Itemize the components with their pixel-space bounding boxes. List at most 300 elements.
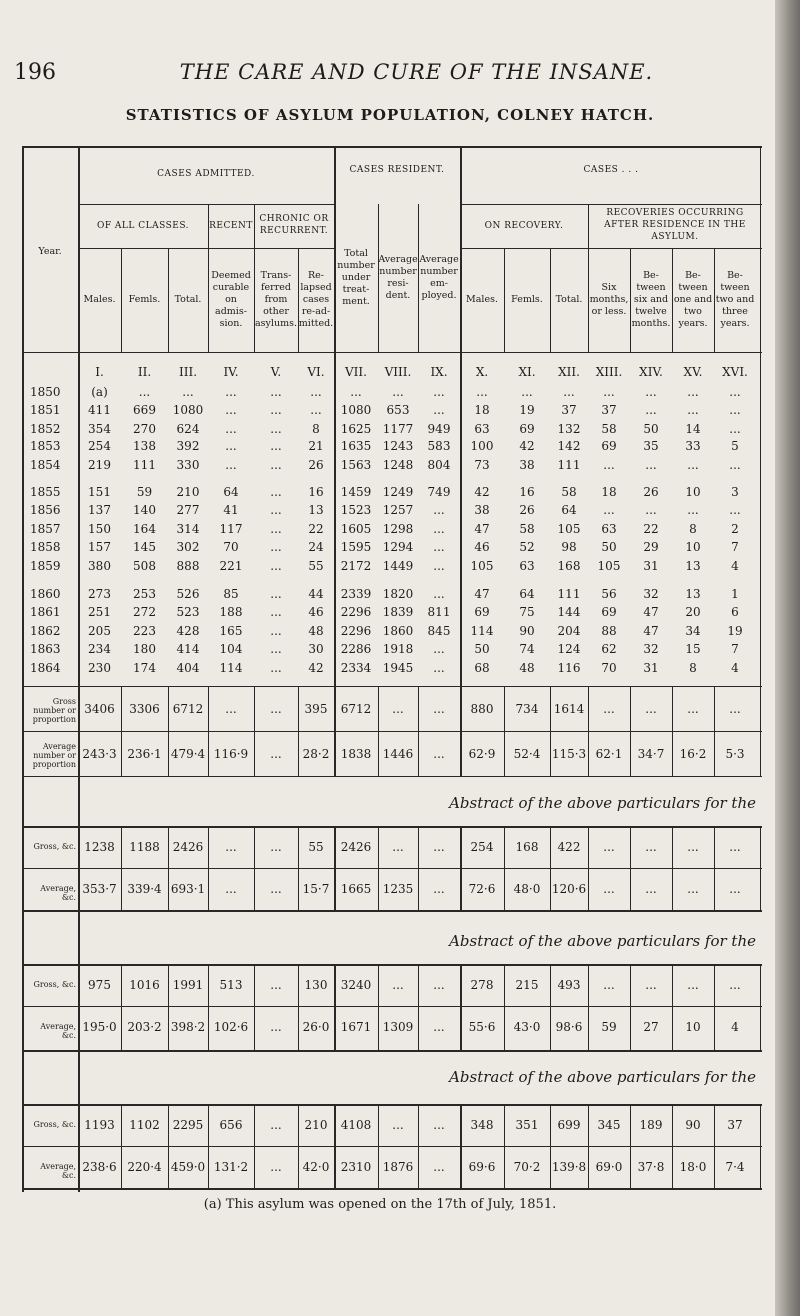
table-cell: ... bbox=[270, 485, 282, 499]
table-cell: 6 bbox=[731, 605, 739, 619]
rule-vertical bbox=[378, 1104, 379, 1188]
table-cell: 31 bbox=[643, 661, 659, 675]
rule-horizontal bbox=[78, 248, 334, 249]
column-header-16: Be-tween two and three years. bbox=[715, 270, 755, 329]
table-cell: ... bbox=[270, 746, 282, 761]
table-cell: ... bbox=[392, 1118, 404, 1132]
rule-vertical bbox=[334, 964, 336, 1050]
table-cell: ... bbox=[645, 503, 657, 517]
table-cell: ... bbox=[392, 701, 404, 716]
table-cell: 1838 bbox=[340, 746, 372, 761]
table-cell: ... bbox=[433, 559, 445, 573]
column-header-9: Average number em-ployed. bbox=[419, 254, 459, 301]
rule-vertical bbox=[378, 964, 379, 1050]
table-cell: ... bbox=[729, 403, 741, 417]
table-cell: 33 bbox=[685, 439, 701, 453]
table-cell: 64 bbox=[561, 503, 577, 517]
table-cell: 38 bbox=[474, 503, 490, 517]
table-cell: ... bbox=[433, 1118, 445, 1132]
table-cell: ... bbox=[521, 385, 533, 399]
table-cell: 48 bbox=[308, 624, 324, 638]
rule-vertical bbox=[208, 1104, 209, 1188]
table-cell: 150 bbox=[88, 522, 111, 536]
table-cell: 114 bbox=[470, 624, 494, 638]
cases-resident-header: CASES RESIDENT. bbox=[349, 165, 445, 175]
table-cell: 85 bbox=[223, 587, 239, 601]
table-cell: ... bbox=[645, 385, 657, 399]
table-cell: 1 bbox=[731, 587, 739, 601]
table-cell: 70·2 bbox=[513, 1160, 541, 1174]
table-cell: 273 bbox=[88, 587, 111, 601]
rule-horizontal bbox=[22, 1146, 762, 1147]
table-cell: 58 bbox=[601, 422, 617, 436]
column-numeral-3: III. bbox=[178, 365, 198, 379]
table-cell: ... bbox=[225, 882, 237, 896]
table-cell: 1459 bbox=[340, 485, 372, 499]
rule-vertical bbox=[254, 686, 255, 776]
rule-vertical bbox=[378, 826, 379, 910]
rule-vertical bbox=[714, 686, 715, 776]
table-cell: ... bbox=[603, 458, 615, 472]
column-numeral-4: IV. bbox=[223, 365, 239, 379]
table-cell: 22 bbox=[643, 522, 659, 536]
table-cell: ... bbox=[433, 642, 445, 656]
column-header-2: Femls. bbox=[128, 294, 161, 305]
rule-vertical bbox=[504, 826, 505, 910]
abstract-heading: Abstract of the above particulars for the bbox=[449, 794, 756, 812]
rule-vertical bbox=[168, 1104, 169, 1188]
table-cell: 70 bbox=[223, 540, 239, 554]
table-cell: 278 bbox=[470, 978, 494, 992]
table-cell: (a) bbox=[91, 385, 108, 399]
table-cell: 1016 bbox=[129, 978, 160, 992]
table-cell: ... bbox=[433, 978, 445, 992]
table-cell: 210 bbox=[176, 485, 200, 499]
column-header-15: Be-tween one and two years. bbox=[673, 270, 713, 329]
table-cell: 46 bbox=[308, 605, 324, 619]
table-cell: 653 bbox=[386, 403, 410, 417]
table-cell: 8 bbox=[689, 522, 697, 536]
table-cell: 69 bbox=[601, 605, 617, 619]
table-cell: 26 bbox=[308, 458, 324, 472]
row-label: Average number or proportion bbox=[32, 741, 76, 769]
rule-vertical bbox=[334, 826, 336, 910]
column-numeral-6: VI. bbox=[307, 365, 325, 379]
table-cell: ... bbox=[729, 701, 741, 716]
table-cell: 90 bbox=[685, 1118, 701, 1132]
table-cell: 669 bbox=[133, 403, 156, 417]
table-cell: 18·0 bbox=[679, 1160, 707, 1174]
table-cell: 63 bbox=[519, 559, 535, 573]
rule-horizontal bbox=[22, 731, 762, 732]
table-cell: ... bbox=[225, 403, 237, 417]
table-cell: 114 bbox=[219, 661, 243, 675]
table-cell: 195·0 bbox=[82, 1020, 117, 1034]
table-cell: 55 bbox=[308, 559, 324, 573]
table-cell: ... bbox=[350, 385, 362, 399]
table-cell: 34 bbox=[685, 624, 701, 638]
table-cell: 2296 bbox=[340, 624, 372, 638]
table-cell: 47 bbox=[643, 605, 659, 619]
column-numeral-7: VII. bbox=[345, 365, 367, 379]
table-cell: 62 bbox=[601, 642, 617, 656]
table-cell: 37 bbox=[601, 403, 617, 417]
table-cell: 1193 bbox=[84, 1118, 115, 1132]
year-label: 1858 bbox=[30, 540, 61, 554]
running-head bbox=[14, 60, 759, 90]
table-cell: 4 bbox=[731, 559, 739, 573]
table-cell: 14 bbox=[685, 422, 701, 436]
table-cell: ... bbox=[433, 540, 445, 554]
table-cell: 59 bbox=[136, 485, 153, 499]
table-cell: 7·4 bbox=[725, 1160, 745, 1174]
rule-vertical bbox=[672, 964, 673, 1050]
rule-vertical bbox=[630, 1104, 631, 1188]
table-cell: 2339 bbox=[340, 587, 372, 601]
table-cell: 73 bbox=[474, 458, 490, 472]
table-cell: 5 bbox=[731, 439, 739, 453]
table-cell: ... bbox=[310, 403, 322, 417]
rule-vertical bbox=[298, 1104, 299, 1188]
table-cell: 18 bbox=[474, 403, 490, 417]
column-numeral-16: XVI. bbox=[722, 365, 748, 379]
table-cell: 115·3 bbox=[551, 746, 587, 761]
table-cell: 2334 bbox=[340, 661, 372, 675]
table-cell: 21 bbox=[308, 439, 324, 453]
rule-horizontal bbox=[22, 868, 762, 869]
table-cell: 1605 bbox=[340, 522, 372, 536]
table-cell: 3 bbox=[731, 485, 739, 499]
table-cell: 236·1 bbox=[127, 746, 162, 761]
table-cell: ... bbox=[433, 701, 445, 716]
table-cell: 1860 bbox=[382, 624, 414, 638]
table-cell: ... bbox=[270, 978, 282, 992]
table-cell: ... bbox=[270, 642, 282, 656]
table-cell: 2286 bbox=[340, 642, 372, 656]
table-cell: 88 bbox=[601, 624, 617, 638]
rule-vertical bbox=[672, 1104, 673, 1188]
rule-vertical bbox=[672, 826, 673, 910]
column-numeral-8: VIII. bbox=[384, 365, 412, 379]
table-cell: ... bbox=[433, 403, 445, 417]
table-cell: 210 bbox=[304, 1118, 328, 1132]
on-recovery-header: ON RECOVERY. bbox=[484, 221, 564, 231]
table-cell: 404 bbox=[176, 661, 200, 675]
row-label: Gross, &c. bbox=[33, 1120, 76, 1129]
table-cell: 2426 bbox=[340, 840, 372, 854]
table-cell: ... bbox=[603, 882, 615, 896]
table-cell: 1595 bbox=[340, 540, 372, 554]
table-cell: 47 bbox=[474, 587, 490, 601]
table-cell: 168 bbox=[515, 840, 539, 854]
column-header-10: Males. bbox=[466, 294, 498, 305]
table-cell: 345 bbox=[597, 1118, 621, 1132]
table-cell: 26·0 bbox=[302, 1020, 330, 1034]
table-cell: ... bbox=[687, 882, 699, 896]
table-cell: 253 bbox=[133, 587, 156, 601]
table-cell: ... bbox=[687, 403, 699, 417]
table-cell: ... bbox=[225, 385, 237, 399]
row-label: Gross, &c. bbox=[33, 842, 76, 851]
table-cell: 13 bbox=[685, 559, 701, 573]
table-cell: 124 bbox=[557, 642, 581, 656]
table-cell: 42 bbox=[519, 439, 535, 453]
table-cell: 174 bbox=[133, 661, 156, 675]
table-cell: 31 bbox=[643, 559, 659, 573]
table-cell: 314 bbox=[176, 522, 200, 536]
year-label: 1859 bbox=[30, 559, 61, 573]
table-cell: 10 bbox=[685, 1020, 701, 1034]
rule-vertical bbox=[121, 826, 122, 910]
table-cell: 64 bbox=[223, 485, 239, 499]
table-cell: 20 bbox=[685, 605, 701, 619]
table-cell: 16 bbox=[519, 485, 535, 499]
table-cell: ... bbox=[270, 540, 282, 554]
of-all-classes-header: OF ALL CLASSES. bbox=[96, 221, 190, 231]
page-number: 196 bbox=[14, 60, 56, 85]
table-cell: 98·6 bbox=[555, 1020, 583, 1034]
rule-vertical bbox=[168, 686, 169, 776]
year-label: 1862 bbox=[30, 624, 61, 638]
table-cell: ... bbox=[433, 1020, 445, 1034]
table-cell: 100 bbox=[470, 439, 494, 453]
row-label: Average, &c. bbox=[40, 1162, 76, 1180]
page-edge-shadow bbox=[775, 0, 800, 1316]
column-header-4: Deemed curable on admis-sion. bbox=[211, 270, 251, 329]
table-cell: 47 bbox=[474, 522, 490, 536]
table-cell: 523 bbox=[176, 605, 200, 619]
table-cell: 69 bbox=[519, 422, 535, 436]
table-cell: 111 bbox=[557, 587, 581, 601]
table-cell: 7 bbox=[731, 540, 739, 554]
row-label: Average, &c. bbox=[40, 884, 76, 902]
table-cell: 1238 bbox=[84, 840, 115, 854]
rule-vertical bbox=[121, 686, 122, 776]
table-cell: 1665 bbox=[340, 882, 372, 896]
table-cell: 1102 bbox=[129, 1118, 160, 1132]
table-cell: 1294 bbox=[382, 540, 414, 554]
table-cell: 22 bbox=[308, 522, 324, 536]
rule-vertical bbox=[378, 686, 379, 776]
table-cell: 32 bbox=[643, 642, 659, 656]
table-cell: 339·4 bbox=[127, 882, 162, 896]
table-cell: 43·0 bbox=[513, 1020, 541, 1034]
table-cell: 13 bbox=[685, 587, 701, 601]
table-cell: 105 bbox=[470, 559, 494, 573]
year-label: 1857 bbox=[30, 522, 61, 536]
rule-horizontal bbox=[22, 964, 762, 966]
table-cell: 55·6 bbox=[468, 1020, 496, 1034]
year-label: 1856 bbox=[30, 503, 61, 517]
table-cell: 37 bbox=[727, 1118, 743, 1132]
table-cell: 583 bbox=[427, 439, 451, 453]
table-cell: ... bbox=[729, 978, 741, 992]
column-header-3: Total. bbox=[174, 294, 202, 305]
table-cell: 1563 bbox=[340, 458, 372, 472]
table-cell: 1918 bbox=[382, 642, 414, 656]
table-cell: 215 bbox=[515, 978, 539, 992]
table-cell: 130 bbox=[304, 978, 328, 992]
table-cell: 1177 bbox=[382, 422, 414, 436]
table-cell: ... bbox=[729, 503, 741, 517]
abstract-heading: Abstract of the above particulars for the bbox=[449, 1068, 756, 1086]
table-cell: 144 bbox=[557, 605, 581, 619]
table-cell: ... bbox=[645, 403, 657, 417]
table-cell: 354 bbox=[88, 422, 111, 436]
table-cell: 8 bbox=[312, 422, 320, 436]
table-cell: ... bbox=[603, 978, 615, 992]
row-label: Average, &c. bbox=[40, 1022, 76, 1040]
rule-vertical bbox=[672, 686, 673, 776]
table-cell: 428 bbox=[176, 624, 200, 638]
table-cell: ... bbox=[270, 1020, 282, 1034]
table-cell: ... bbox=[729, 882, 741, 896]
table-cell: ... bbox=[729, 840, 741, 854]
table-cell: 1839 bbox=[382, 605, 414, 619]
table-cell: 111 bbox=[133, 458, 156, 472]
column-numeral-13: XIII. bbox=[595, 365, 623, 379]
table-cell: ... bbox=[270, 701, 282, 716]
table-cell: 734 bbox=[515, 701, 539, 716]
table-cell: ... bbox=[225, 439, 237, 453]
rule-horizontal bbox=[22, 1188, 762, 1190]
table-cell: 1298 bbox=[382, 522, 414, 536]
table-cell: ... bbox=[225, 422, 237, 436]
rule-vertical bbox=[254, 826, 255, 910]
column-header-1: Males. bbox=[83, 294, 116, 305]
rule-vertical bbox=[418, 826, 419, 910]
rule-vertical bbox=[298, 686, 299, 776]
table-cell: 27 bbox=[643, 1020, 659, 1034]
table-cell: 411 bbox=[88, 403, 111, 417]
table-cell: ... bbox=[645, 978, 657, 992]
column-header-11: Femls. bbox=[511, 294, 543, 305]
table-cell: 69 bbox=[474, 605, 490, 619]
table-cell: 188 bbox=[219, 605, 243, 619]
column-numeral-15: XV. bbox=[683, 365, 703, 379]
table-cell: 380 bbox=[88, 559, 111, 573]
column-numeral-12: XII. bbox=[558, 365, 580, 379]
table-cell: 392 bbox=[176, 439, 200, 453]
rule-vertical bbox=[550, 686, 551, 776]
table-cell: 220·4 bbox=[127, 1160, 162, 1174]
year-label: 1854 bbox=[30, 458, 61, 472]
rule-vertical bbox=[760, 1104, 761, 1188]
rule-vertical bbox=[504, 1104, 505, 1188]
table-cell: 139·8 bbox=[551, 1160, 587, 1174]
table-cell: 880 bbox=[470, 701, 494, 716]
table-cell: 74 bbox=[519, 642, 535, 656]
column-header-13: Six months, or less. bbox=[589, 282, 629, 317]
table-cell: ... bbox=[392, 385, 404, 399]
table-cell: 90 bbox=[519, 624, 535, 638]
column-numeral-9: IX. bbox=[430, 365, 448, 379]
rule-vertical bbox=[334, 1104, 336, 1188]
table-cell: 26 bbox=[643, 485, 659, 499]
table-cell: 624 bbox=[176, 422, 200, 436]
table-cell: 238·6 bbox=[82, 1160, 117, 1174]
table-cell: 69 bbox=[601, 439, 617, 453]
table-cell: 1671 bbox=[340, 1020, 372, 1034]
table-cell: ... bbox=[687, 458, 699, 472]
table-cell: 243·3 bbox=[82, 746, 117, 761]
table-cell: 888 bbox=[176, 559, 200, 573]
table-title: STATISTICS OF ASYLUM POPULATION, COLNEY HATCH. bbox=[125, 106, 655, 124]
table-cell: 137 bbox=[88, 503, 111, 517]
table-cell: ... bbox=[433, 503, 445, 517]
cases-admitted-header: CASES ADMITTED. bbox=[157, 169, 255, 179]
table-cell: 2426 bbox=[172, 840, 204, 854]
table-cell: 804 bbox=[427, 458, 451, 472]
year-label: 1864 bbox=[30, 661, 61, 675]
table-cell: ... bbox=[270, 403, 282, 417]
table-cell: 699 bbox=[557, 1118, 581, 1132]
table-cell: 219 bbox=[88, 458, 111, 472]
rule-vertical bbox=[504, 964, 505, 1050]
table-cell: 1625 bbox=[340, 422, 372, 436]
year-label: 1851 bbox=[30, 403, 61, 417]
table-cell: ... bbox=[270, 1118, 282, 1132]
cases-header: CASES . . . bbox=[583, 165, 639, 175]
table-cell: 42 bbox=[308, 661, 324, 675]
table-cell: 1446 bbox=[382, 746, 414, 761]
rule-vertical bbox=[714, 826, 715, 910]
table-cell: ... bbox=[645, 840, 657, 854]
rule-vertical bbox=[254, 964, 255, 1050]
table-cell: ... bbox=[603, 503, 615, 517]
table-cell: 5·3 bbox=[725, 746, 745, 761]
table-cell: 120·6 bbox=[551, 882, 587, 896]
table-cell: ... bbox=[138, 385, 151, 399]
table-cell: ... bbox=[476, 385, 488, 399]
table-cell: 69·6 bbox=[468, 1160, 496, 1174]
table-cell: ... bbox=[392, 978, 404, 992]
table-cell: 203·2 bbox=[127, 1020, 162, 1034]
table-cell: ... bbox=[603, 840, 615, 854]
table-cell: 3240 bbox=[340, 978, 372, 992]
year-label: 1850 bbox=[30, 385, 61, 399]
rule-vertical bbox=[588, 826, 589, 910]
table-cell: 63 bbox=[601, 522, 617, 536]
table-cell: 168 bbox=[557, 559, 581, 573]
table-cell: 656 bbox=[219, 1118, 243, 1132]
rule-vertical bbox=[208, 964, 209, 1050]
table-cell: 131·2 bbox=[213, 1160, 249, 1174]
table-cell: 223 bbox=[133, 624, 156, 638]
column-header-8: Average number resi-dent. bbox=[378, 254, 418, 301]
table-cell: ... bbox=[270, 840, 282, 854]
table-cell: 2172 bbox=[340, 559, 372, 573]
table-cell: 104 bbox=[219, 642, 243, 656]
table-cell: 4 bbox=[731, 1020, 739, 1034]
table-cell: 102·6 bbox=[213, 1020, 249, 1034]
table-cell: 16 bbox=[308, 485, 324, 499]
table-cell: ... bbox=[687, 840, 699, 854]
rule-vertical bbox=[460, 826, 462, 910]
table-cell: ... bbox=[687, 701, 699, 716]
rule-vertical bbox=[630, 826, 631, 910]
table-cell: ... bbox=[433, 587, 445, 601]
year-label: 1852 bbox=[30, 422, 61, 436]
rule-vertical bbox=[254, 1104, 255, 1188]
year-label: 1863 bbox=[30, 642, 61, 656]
table-cell: 1235 bbox=[382, 882, 414, 896]
table-cell: 1449 bbox=[382, 559, 414, 573]
table-cell: 55 bbox=[308, 840, 324, 854]
rule-horizontal bbox=[22, 1104, 762, 1106]
table-cell: 72·6 bbox=[468, 882, 496, 896]
table-cell: ... bbox=[729, 458, 741, 472]
